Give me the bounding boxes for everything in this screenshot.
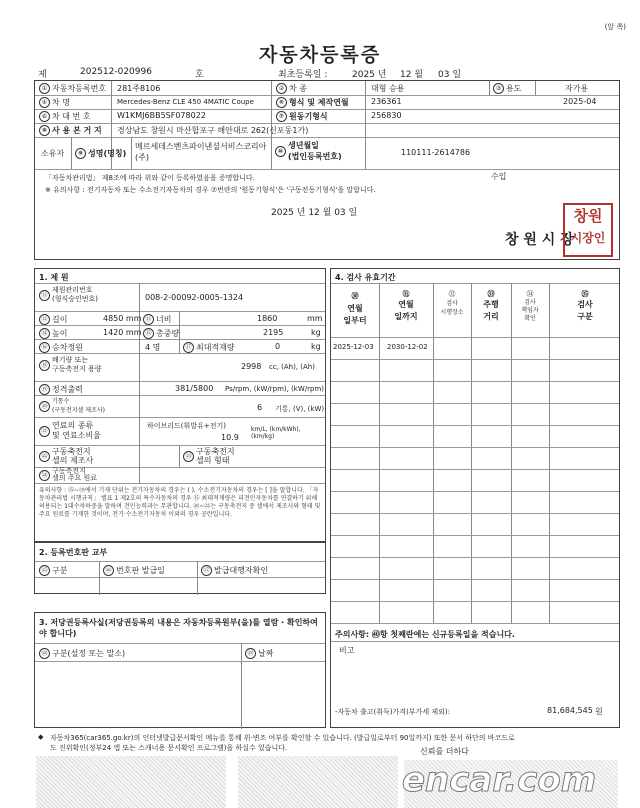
max-load-label: 최대적재량	[196, 343, 235, 352]
inspection-section-title: 4. 검사 유효기간	[335, 273, 396, 282]
mortgage-type-label: 구분(설정 또는 말소)	[52, 649, 126, 658]
width-value: 1860	[257, 314, 278, 323]
vin-value: W1KMJ6BB5SF078022	[117, 111, 206, 120]
owner-section-label: 소유자	[41, 149, 65, 158]
displacement-unit: cc, (Ah), (Ah)	[269, 363, 315, 371]
height-label: 높이	[52, 329, 68, 338]
model-code-value: 236361	[371, 97, 402, 106]
first-reg-month: 12 월	[400, 70, 424, 80]
issuer-name: 창 원 시 장	[505, 232, 574, 248]
inspection-section: 4. 검사 유효기간 ㉚ 연월 일부터 ㉛ 연월 일까지 ㉜ 검사 시행장소 ㉝ 주행 거리 ㉞ 검사 책임자 확인 ㉟ 검사 구분 2025-12-03 2030-12-02 주의사항: ㊵항 첫째란에는 신규등록일을 적습니다. 비고 -자동차 출고(취득)가격(부가세 제외): 81,684,545 원	[330, 268, 620, 728]
power-unit: Ps/rpm, (kW/rpm), (kW/rpm)	[225, 385, 325, 393]
reg-no-value: 281주8106	[117, 84, 161, 93]
seats-value: 4 명	[145, 343, 161, 352]
first-reg-day: 03 일	[438, 70, 462, 80]
registration-block: ① 자동차등록번호 281주8106 ② 차 종 대형 승용 ③ 용도 자가용 ④ 차 명 Mercedes-Benz CLE 450 4MATIC Coupe ⑤ 형식 및 제작연월 236361 2025-04 ⑥ 차 대 번 호 W1KMJ6BB5SF078022 ⑦ 원동기형식 256830 ⑧ 사 용 본 거 지 경상남도 창원시 마산합포구 해안대로 262(신포동1가) 소유자 ⑨ 성명(명칭) 메르세데스벤츠파이낸셜서비스코리아(주) ⑩ 생년월일 (법인등록번호) 110111-2614786 「자동차관리법」 제8조에 따라 위와 같이 등록하였음을 증명합니다. 수입 ※ 유의사항 : 전기자동차 또는 수소전기자동차의 경우 ⑦번란의 '원동기형식'은 '구동전동기형식'을 말합니다. 2025 년 12 월 03 일 창 원 시 장 창원 시장인	[34, 80, 620, 260]
plate-type-label: 구분	[52, 566, 68, 575]
location-value: 경상남도 창원시 마산합포구 해안대로 262(신포동1가)	[117, 126, 309, 135]
doc-number: 202512-020996	[80, 67, 152, 77]
footer-line-1: 자동차365(car365.go.kr)의 인터넷발급문서확인 메뉴를 통해 위·변조 여부를 확인할 수 있습니다. (발급일로부터 90일까지) 또한 문서 하단의 바코드로	[50, 734, 515, 742]
doc-ho: 호	[195, 70, 204, 80]
verification-barcode-2	[238, 756, 398, 808]
cylinders-label: 기통수 (구동전지셀 제조사)	[52, 398, 105, 414]
mgmt-no-label: 제원관리번호 (형식승인번호)	[52, 286, 99, 303]
mortgage-section-title: 3. 저당권등록사실(저당권등록의 내용은 자동차등록원부(을)를 열람 · 확인하여야 합니다)	[39, 618, 318, 638]
battery-shape-label: 구동축전지 셀의 형태	[196, 447, 235, 465]
doc-no-prefix: 제	[38, 70, 47, 80]
fuel-efficiency-value: 10.9	[221, 433, 239, 442]
inspection-header-kind: 검사 구분	[577, 300, 593, 321]
displacement-value: 2998	[241, 362, 262, 371]
inspection-notice: 주의사항: ㊵항 첫째란에는 신규등록일을 적습니다.	[335, 630, 515, 639]
engine-value: 256830	[371, 111, 402, 120]
inspection-header-officer: 검사 책임자 확인	[521, 299, 539, 322]
displacement-label: 배기량 또는 구동축전지 용량	[52, 356, 102, 373]
fuel-type-value: 하이브리드(휘발유+전기)	[147, 422, 226, 430]
plate-agent-label: 발급대행자확인	[214, 566, 269, 575]
car-name-label: 차 명	[52, 98, 70, 107]
import-label: 수입	[491, 172, 507, 181]
first-reg-year: 2025 년	[352, 70, 387, 80]
weight-unit: kg	[311, 328, 321, 337]
official-seal: 창원 시장인	[563, 203, 613, 257]
remarks-label: 비고	[339, 646, 355, 655]
inspection-header-place: 검사 시행장소	[440, 300, 464, 316]
inspection-to-value: 2030-12-02	[387, 343, 428, 351]
plate-section-title: 2. 등록번호판 교부	[39, 548, 108, 557]
plate-section: 2. 등록번호판 교부 ㉕ 구분 ㉖ 번호판 발급일 ㉗ 발급대행자확인	[34, 542, 326, 594]
battery-origin-label: 구동축전지 셀의 주요 원료	[52, 467, 98, 482]
trust-caption: 신뢰를 더하다	[420, 747, 469, 756]
cylinders-unit: 기통, (V), (kW)	[275, 405, 325, 413]
model-year-label: 형식 및 제작연월	[289, 98, 349, 107]
inspection-from-value: 2025-12-03	[333, 343, 374, 351]
owner-name-label: 성명(명칭)	[88, 149, 127, 158]
engine-label: 원동기형식	[289, 112, 328, 121]
owner-birth-value: 110111-2614786	[401, 148, 471, 157]
use-label: 용도	[506, 84, 522, 93]
plate-date-label: 번호판 발급일	[116, 566, 165, 575]
weight-value: 2195	[263, 328, 284, 337]
fuel-label: 연료의 종류 및 연료소비율	[52, 421, 101, 440]
fuel-unit: km/L, (km/kWh), (km/kg)	[251, 426, 301, 440]
page-side-label: (앞 쪽)	[604, 23, 626, 31]
width-label: 너비	[156, 315, 172, 324]
inspection-header-to: 연월 일까지	[394, 300, 418, 321]
length-value: 4850 mm	[103, 314, 142, 323]
vehicle-type-value: 대형 승용	[371, 84, 405, 93]
vehicle-type-label: 차 종	[289, 84, 307, 93]
weight-label: 총중량	[156, 329, 180, 338]
footer-bullet: ◆	[38, 733, 44, 741]
footer-line-2: 도 진위확인(정부24 앱 또는 스캐너용 문서확인 프로그램)을 하실수 있습니다.	[50, 744, 288, 752]
owner-name-value: 메르세데스벤츠파이낸셜서비스코리아(주)	[135, 142, 267, 162]
spec-section: 1. 제 원 ⑪ 제원관리번호 (형식승인번호) 008-2-00092-0005-1324 ⑫ 길이 4850 mm ⑬ 너비 1860 mm ⑭ 높이 1420 mm ⑮ 총중량 2195 kg ⑯ 승차정원 4 명 ⑰ 최대적재량 0 kg ⑱ 배기량 또는 구동축전지 용량 2998 cc, (Ah), (Ah) ⑲ 정격출력 381/5800 Ps/rpm, (kW/rpm), (kW/rpm) ⑳ 기통수 (구동전지셀 제조사) 6 기통, (V), (kW) ㉑ 연료의 종류 및 연료소비율 하이브리드(휘발유+전기) 10.9 km/L, (km/kWh), (km/kg) ㉒ 구동축전지 셀의 제조사 ㉓ 구동축전지 셀의 형태 ㉔ 구동축전지 셀의 주요 원료 유의사항 : ⑮~⑲에서 기재 단위는 전기자동차의 경우는 ( ), 수소전기자동차의 경우는 [ ]을 말합니다. 「자동차관리법 시행규칙」 별표 1 제2호의 특수자동차의 경우 ⑮ 최대적재량은 피견인자동차를 연결하기 위해 허용되는 1대수차하중을 말하며 견인능력과는 무관합니다. ⑳~㉒는 구동축전지 중 셀에서 제조사와 형태 및 주요 원료를 기재한 것이며, 전기·수소전기자동차 이외의 경우 공란입니다.	[34, 268, 326, 542]
mortgage-date-label: 날짜	[258, 649, 274, 658]
certify-text: 「자동차관리법」 제8조에 따라 위와 같이 등록하였음을 증명합니다.	[45, 174, 255, 182]
document-title: 자동차등록증	[258, 44, 382, 66]
verification-barcode-1	[36, 756, 226, 808]
location-label: 사 용 본 거 지	[52, 126, 102, 135]
spec-section-title: 1. 제 원	[39, 273, 69, 282]
mortgage-section: 3. 저당권등록사실(저당권등록의 내용은 자동차등록원부(을)를 열람 · 확인하여야 합니다) ㉘ 구분(설정 또는 말소) ㉙ 날짜	[34, 612, 326, 728]
mgmt-no-value: 008-2-00092-0005-1324	[145, 293, 244, 302]
battery-maker-label: 구동축전지 셀의 제조사	[52, 447, 94, 465]
owner-birth-label: 생년월일 (법인등록번호)	[288, 141, 342, 161]
seats-label: 승차정원	[52, 343, 83, 352]
inspection-header-mileage: 주행 거리	[483, 300, 499, 321]
length-label: 길이	[52, 315, 68, 324]
inspection-header-from: 연월 일부터	[343, 304, 367, 325]
issue-date: 2025 년 12 월 03 일	[271, 208, 358, 218]
spec-caution: 유의사항 : ⑮~⑲에서 기재 단위는 전기자동차의 경우는 ( ), 수소전기자동차의 경우는 [ ]을 말합니다. 「자동차관리법 시행규칙」 별표 1 제2호의 특수자동차의 경우 ⑮ 최대적재량은 피견인자동차를 연결하기 위해 허용되는 1대수차하중을 말하며 견인능력과는 무관합니다. ⑳~㉒는 구동축전지 중 셀에서 제조사와 형태 및 주요 원료를 기재한 것이며, 전기·수소전기자동차 이외의 경우 공란입니다.	[39, 487, 321, 518]
price-unit: 원	[595, 707, 603, 716]
price-value: 81,684,545	[547, 706, 593, 715]
first-reg-label: 최초등록일 :	[278, 70, 328, 80]
power-label: 정격출력	[52, 385, 83, 394]
price-label: -자동차 출고(취득)가격(부가세 제외):	[335, 708, 450, 716]
vin-label: 차 대 번 호	[52, 112, 91, 121]
encar-watermark: encar.com	[402, 760, 597, 800]
power-value: 381/5800	[175, 384, 214, 393]
max-load-unit: kg	[311, 342, 321, 351]
max-load-value: 0	[275, 342, 281, 351]
model-date-value: 2025-04	[563, 97, 597, 106]
use-value: 자가용	[565, 84, 589, 93]
height-value: 1420 mm	[103, 328, 142, 337]
car-name-value: Mercedes-Benz CLE 450 4MATIC Coupe	[117, 98, 254, 106]
reg-no-label: 자동차등록번호	[52, 84, 107, 93]
width-unit: mm	[307, 314, 323, 323]
ev-caution: ※ 유의사항 : 전기자동차 또는 수소전기자동차의 경우 ⑦번란의 '원동기형식'은 '구동전동기형식'을 말합니다.	[45, 186, 376, 194]
cylinders-value: 6	[257, 403, 263, 412]
